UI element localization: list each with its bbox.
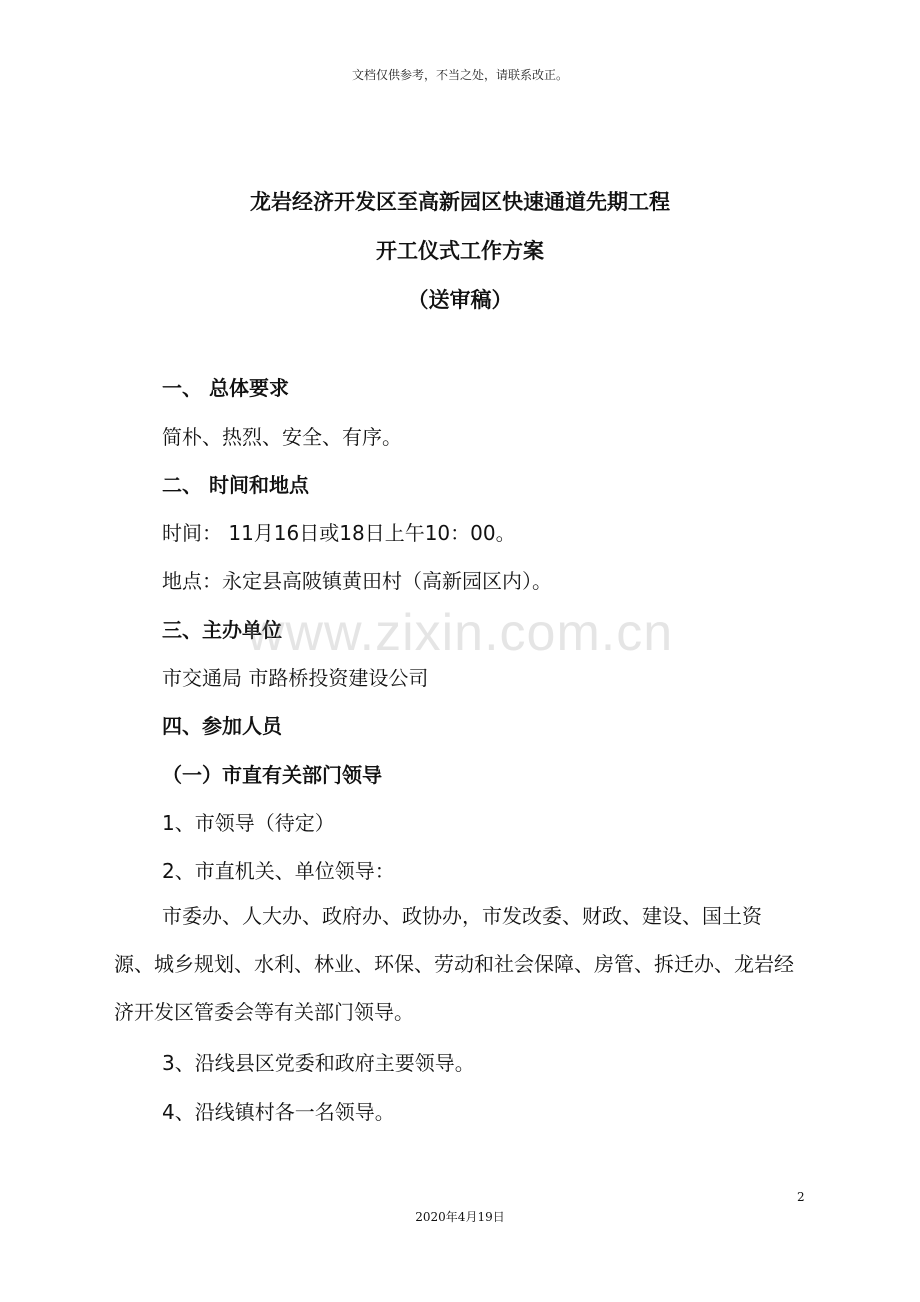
section-2-heading: 二、 时间和地点 (162, 473, 309, 497)
section-1-body: 简朴、热烈、安全、有序。 (162, 425, 402, 449)
section-3-body: 市交通局 市路桥投资建设公司 (162, 666, 429, 690)
section-4-item-4: 4、沿线镇村各一名领导。 (162, 1100, 395, 1124)
watermark: www.zixin.com.cn (246, 604, 674, 662)
section-2-place: 地点：永定县高陂镇黄田村（高新园区内）。 (162, 569, 552, 593)
section-4-subheading: （一）市直有关部门领导 (162, 763, 382, 787)
document-title-line-2: 开工仪式工作方案 (376, 239, 544, 263)
section-4-item-3: 3、沿线县区党委和政府主要领导。 (162, 1051, 475, 1075)
section-4-item-1: 1、市领导（待定） (162, 811, 335, 835)
footer-date: 2020年4月19日 (415, 1210, 505, 1224)
section-4-item-2-detail: 市委办、人大办、政府办、政协办，市发改委、财政、建设、国土资源、城乡规划、水利、林业、环保、劳动和社会保障、房管、拆迁办、龙岩经济开发区管委会等有关部门领导。 (114, 904, 794, 1024)
section-4-heading: 四、参加人员 (162, 714, 282, 738)
section-1-heading: 一、 总体要求 (162, 376, 289, 400)
document-title-line-1: 龙岩经济开发区至高新园区快速通道先期工程 (250, 190, 670, 214)
document-title-line-3: （送审稿） (407, 288, 513, 312)
header-note: 文档仅供参考，不当之处，请联系改正。 (351, 68, 568, 82)
page-number: 2 (797, 1190, 805, 1204)
section-4-item-2: 2、市直机关、单位领导： (162, 859, 395, 883)
section-2-time: 时间： 11月16日或18日上午10：00。 (162, 521, 516, 545)
section-3-heading: 三、主办单位 (162, 618, 282, 642)
